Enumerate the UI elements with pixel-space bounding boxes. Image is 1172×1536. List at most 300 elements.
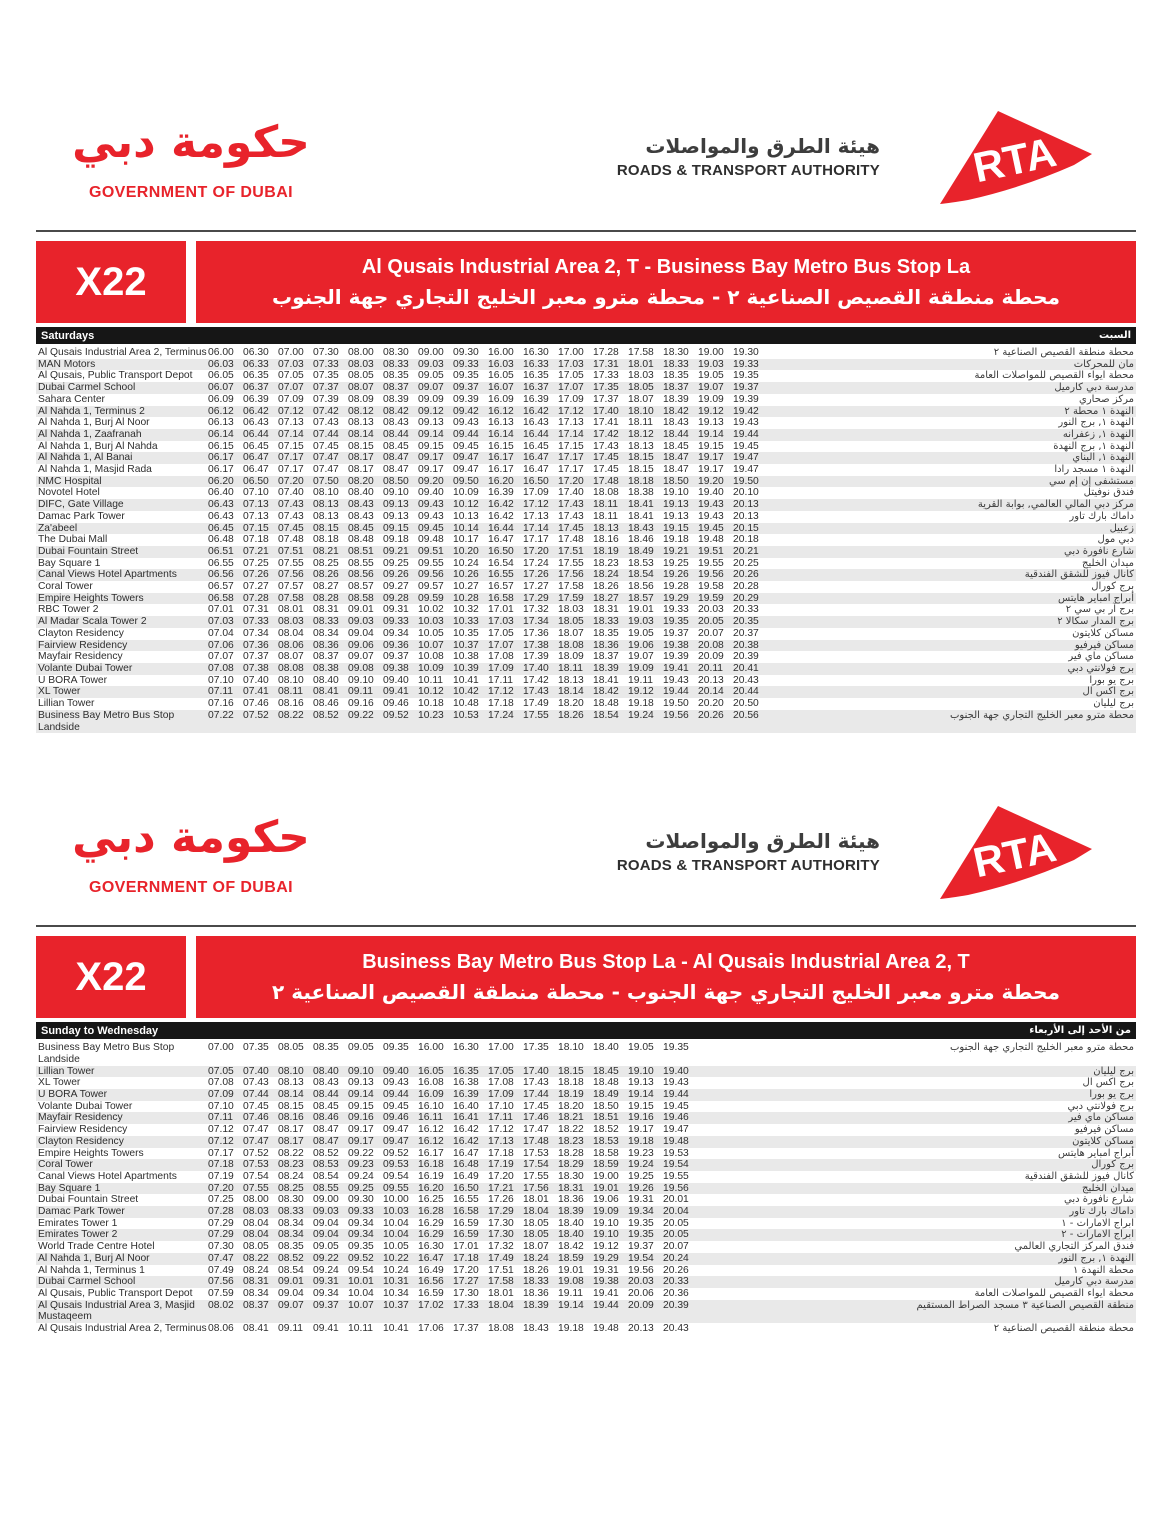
departure-time: 17.13 <box>558 417 584 429</box>
departure-time: 16.54 <box>488 557 514 569</box>
departure-time: 18.08 <box>558 639 584 651</box>
government-of-dubai-calligraphy-icon: حكومة دبي <box>72 812 310 864</box>
departure-time: 16.10 <box>418 1100 444 1112</box>
stop-name-arabic: مدرسة دبي كارميل <box>1054 1276 1134 1288</box>
departure-time: 17.29 <box>488 1206 514 1218</box>
departure-time: 19.12 <box>593 1241 619 1253</box>
departure-time: 17.09 <box>488 662 514 674</box>
departure-time: 07.08 <box>208 1077 234 1089</box>
departure-time: 19.23 <box>628 1147 654 1159</box>
departure-time: 20.26 <box>663 1264 689 1276</box>
departure-time: 10.04 <box>348 1287 374 1299</box>
logo-band <box>36 106 1136 218</box>
stop-name-arabic: مساكن كلايتون <box>1072 1135 1134 1147</box>
departure-time: 16.44 <box>488 522 514 534</box>
departure-time: 16.19 <box>418 1170 444 1182</box>
departure-time: 19.48 <box>593 1323 619 1335</box>
stop-row <box>36 1300 1136 1323</box>
departure-time: 19.35 <box>663 1042 689 1054</box>
departure-time: 17.17 <box>558 464 584 476</box>
departure-time: 17.15 <box>558 440 584 452</box>
departure-time: 16.56 <box>418 1276 444 1288</box>
departure-time: 19.39 <box>663 651 689 663</box>
departure-time: 17.27 <box>523 581 549 593</box>
stop-name-english: Dubai Fountain Street <box>38 1194 139 1206</box>
departure-time: 08.16 <box>278 1112 304 1124</box>
departure-time: 19.10 <box>663 487 689 499</box>
stop-row <box>36 1183 1136 1195</box>
departure-time: 09.52 <box>383 1147 409 1159</box>
departure-time: 18.01 <box>523 1194 549 1206</box>
departure-time: 09.45 <box>418 522 444 534</box>
departure-time: 07.09 <box>278 393 304 405</box>
departure-time: 06.39 <box>243 393 269 405</box>
departure-time: 19.06 <box>628 639 654 651</box>
departure-time: 08.44 <box>383 428 409 440</box>
departure-time: 17.40 <box>523 662 549 674</box>
departure-time: 09.59 <box>418 592 444 604</box>
departure-time: 18.26 <box>593 581 619 593</box>
departure-time: 18.29 <box>558 1159 584 1171</box>
departure-time: 19.18 <box>628 1135 654 1147</box>
departure-time: 17.45 <box>523 1100 549 1112</box>
departure-time: 17.37 <box>593 393 619 405</box>
stop-name-english: Fairview Residency <box>38 639 128 651</box>
departure-time: 07.10 <box>208 674 234 686</box>
stop-name-english: RBC Tower 2 <box>38 604 99 616</box>
departure-time: 17.45 <box>593 464 619 476</box>
departure-time: 17.19 <box>488 1159 514 1171</box>
departure-time: 07.50 <box>313 475 339 487</box>
departure-time: 09.17 <box>348 1124 374 1136</box>
departure-time: 18.37 <box>593 651 619 663</box>
departure-time: 17.56 <box>558 569 584 581</box>
departure-time: 18.50 <box>593 1100 619 1112</box>
departure-time: 16.40 <box>453 1100 479 1112</box>
departure-time: 09.27 <box>383 581 409 593</box>
route-title-english: Al Qusais Industrial Area 2, T - Business Bay Metro Bus Stop La <box>361 255 971 278</box>
departure-times <box>208 1229 698 1241</box>
departure-time: 18.07 <box>558 627 584 639</box>
departure-time: 18.59 <box>593 1159 619 1171</box>
day-label-arabic: من الأحد إلى الأربعاء <box>1029 1025 1131 1037</box>
departure-time: 18.19 <box>558 1089 584 1101</box>
departure-time: 16.48 <box>453 1159 479 1171</box>
departure-time: 19.31 <box>628 1194 654 1206</box>
departure-time: 18.30 <box>663 347 689 358</box>
departure-time: 09.35 <box>453 370 479 382</box>
stop-name-english: Dubai Fountain Street <box>38 545 139 557</box>
departure-times <box>208 1042 698 1054</box>
departure-time: 16.17 <box>488 452 514 464</box>
departure-time: 18.05 <box>523 1229 549 1241</box>
departure-time: 18.11 <box>558 662 584 674</box>
route-header <box>36 936 1136 1018</box>
government-of-dubai-calligraphy-icon: حكومة دبي <box>72 117 310 168</box>
stop-name-arabic: مساكن فيرفيو <box>1074 1124 1134 1136</box>
stop-row <box>36 499 1136 511</box>
departure-time: 07.04 <box>208 627 234 639</box>
departure-time: 20.50 <box>733 698 759 710</box>
stop-row <box>36 1101 1136 1113</box>
departure-time: 19.35 <box>628 1217 654 1229</box>
departure-time: 08.46 <box>313 1112 339 1124</box>
stop-name-english: Bay Square 1 <box>38 1182 101 1194</box>
departure-time: 17.18 <box>453 1252 479 1264</box>
departure-time: 17.47 <box>523 1124 549 1136</box>
stop-name-arabic: برج يو بورا <box>1089 1089 1134 1101</box>
departure-time: 17.58 <box>628 347 654 358</box>
departure-time: 07.35 <box>243 1042 269 1054</box>
departure-times <box>208 558 768 570</box>
departure-time: 16.50 <box>453 1182 479 1194</box>
stop-row <box>36 464 1136 476</box>
departure-time: 08.21 <box>313 545 339 557</box>
departure-time: 19.17 <box>698 464 724 476</box>
stop-name-english: Al Nahda 1, Al Banai <box>38 452 133 464</box>
departure-time: 18.41 <box>593 674 619 686</box>
stop-name-arabic: محطة النهدة ١ <box>1072 1264 1134 1276</box>
departure-time: 07.30 <box>208 1241 234 1253</box>
departure-time: 10.23 <box>418 709 444 721</box>
departure-times <box>208 651 768 663</box>
departure-time: 07.33 <box>243 616 269 628</box>
departure-time: 08.36 <box>313 639 339 651</box>
departure-times <box>208 1159 698 1171</box>
departure-time: 09.50 <box>453 475 479 487</box>
departure-time: 09.41 <box>313 1323 339 1335</box>
departure-time: 16.12 <box>418 1135 444 1147</box>
stop-name-english: Business Bay Metro Bus Stop Landside <box>38 1042 175 1065</box>
departure-time: 18.11 <box>628 417 654 429</box>
departure-time: 19.45 <box>663 1100 689 1112</box>
departure-time: 08.47 <box>383 464 409 476</box>
departure-time: 08.25 <box>313 557 339 569</box>
departure-time: 07.31 <box>243 604 269 616</box>
departure-time: 19.09 <box>593 1206 619 1218</box>
departure-time: 07.05 <box>208 1065 234 1077</box>
departure-time: 09.43 <box>453 417 479 429</box>
departure-time: 08.24 <box>243 1264 269 1276</box>
departure-time: 18.53 <box>628 557 654 569</box>
rta-logo-icon <box>936 801 1094 911</box>
departure-time: 18.39 <box>558 1206 584 1218</box>
departure-time: 18.35 <box>663 370 689 382</box>
departure-time: 19.18 <box>663 534 689 546</box>
departure-time: 18.30 <box>558 1170 584 1182</box>
departure-time: 09.44 <box>383 1089 409 1101</box>
departure-time: 19.46 <box>663 1112 689 1124</box>
departure-time: 09.55 <box>418 557 444 569</box>
departure-time: 18.42 <box>593 686 619 698</box>
departure-time: 19.10 <box>593 1217 619 1229</box>
departure-time: 17.34 <box>523 616 549 628</box>
stop-name-english: Clayton Residency <box>38 1135 124 1147</box>
stop-row <box>36 1066 1136 1078</box>
departure-time: 08.52 <box>313 1147 339 1159</box>
departure-time: 09.34 <box>348 1229 374 1241</box>
stop-name-english: Coral Tower <box>38 581 93 593</box>
departure-time: 19.25 <box>628 1170 654 1182</box>
stop-name-english: Al Qusais Industrial Area 2, Terminus <box>38 347 207 358</box>
departure-time: 08.18 <box>313 534 339 546</box>
departure-time: 17.40 <box>558 487 584 499</box>
departure-time: 09.17 <box>418 452 444 464</box>
departure-time: 09.55 <box>383 1182 409 1194</box>
departure-time: 19.26 <box>663 569 689 581</box>
departure-time: 06.43 <box>208 510 234 522</box>
departure-time: 17.55 <box>523 709 549 721</box>
departure-time: 18.01 <box>488 1287 514 1299</box>
stop-name-english: Lillian Tower <box>38 698 95 710</box>
stop-name-arabic: برج اكس ال <box>1082 686 1134 698</box>
timetable-section-return <box>0 801 1172 1335</box>
departure-time: 10.39 <box>453 662 479 674</box>
departure-time: 08.37 <box>243 1299 269 1311</box>
departure-times <box>208 464 768 476</box>
departure-time: 08.02 <box>208 1299 234 1311</box>
departure-time: 19.50 <box>663 698 689 710</box>
departure-time: 07.36 <box>243 639 269 651</box>
departure-time: 07.56 <box>208 1276 234 1288</box>
departure-time: 18.40 <box>593 1042 619 1054</box>
departure-time: 07.40 <box>278 487 304 499</box>
departure-time: 17.31 <box>593 358 619 370</box>
stop-name-arabic: كانال فيوز للشقق الفندقية <box>1024 569 1134 581</box>
stop-name-english: Mayfair Residency <box>38 1112 123 1124</box>
departure-time: 16.39 <box>453 1089 479 1101</box>
departure-time: 16.09 <box>418 1089 444 1101</box>
departure-times <box>208 628 768 640</box>
stop-name-arabic: برج فولانتي دبي <box>1067 1100 1134 1112</box>
departure-time: 08.00 <box>243 1194 269 1206</box>
departure-time: 07.03 <box>278 358 304 370</box>
departure-time: 09.03 <box>348 616 374 628</box>
departure-time: 06.44 <box>243 428 269 440</box>
departure-time: 20.05 <box>663 1217 689 1229</box>
departure-time: 08.33 <box>383 358 409 370</box>
stop-name-arabic: محطة منطقة القصيص الصناعية ٢ <box>993 347 1134 358</box>
stop-row <box>36 1265 1136 1277</box>
departure-times <box>208 1136 698 1148</box>
timetable-section-outbound <box>0 106 1172 733</box>
departure-times <box>208 394 768 406</box>
stop-name-english: Mayfair Residency <box>38 651 123 663</box>
departure-time: 09.46 <box>383 698 409 710</box>
departure-time: 16.49 <box>453 1170 479 1182</box>
departure-time: 19.11 <box>558 1287 584 1299</box>
departure-time: 19.17 <box>698 452 724 464</box>
departure-time: 16.43 <box>523 417 549 429</box>
departure-time: 09.09 <box>418 393 444 405</box>
departure-times <box>208 417 768 429</box>
departure-time: 06.35 <box>243 370 269 382</box>
departure-time: 20.28 <box>733 581 759 593</box>
departure-time: 08.31 <box>243 1276 269 1288</box>
departure-time: 17.55 <box>523 1170 549 1182</box>
departure-time: 08.03 <box>348 358 374 370</box>
departure-time: 17.02 <box>418 1299 444 1311</box>
day-bar <box>36 327 1136 344</box>
departure-time: 08.12 <box>348 405 374 417</box>
stop-row <box>36 710 1136 733</box>
stop-name-arabic: فندق المركز التجاري العالمي <box>1014 1241 1134 1253</box>
departure-time: 19.12 <box>628 686 654 698</box>
departure-times <box>208 1148 698 1160</box>
departure-time: 17.35 <box>523 1042 549 1054</box>
departure-time: 20.13 <box>733 499 759 511</box>
stop-row <box>36 347 1136 359</box>
departure-time: 10.32 <box>453 604 479 616</box>
departure-time: 20.15 <box>733 522 759 534</box>
departure-time: 08.33 <box>278 1206 304 1218</box>
departure-time: 10.53 <box>453 709 479 721</box>
departure-time: 18.54 <box>593 709 619 721</box>
departure-time: 19.34 <box>628 1206 654 1218</box>
departure-times <box>208 1089 698 1101</box>
stop-name-arabic: النهدة ١, البناي <box>1072 452 1134 464</box>
departure-time: 19.38 <box>663 639 689 651</box>
departure-time: 19.30 <box>733 347 759 358</box>
departure-time: 08.01 <box>278 604 304 616</box>
departure-time: 17.00 <box>488 1042 514 1054</box>
departure-time: 09.20 <box>418 475 444 487</box>
stop-row <box>36 1148 1136 1160</box>
departure-time: 07.20 <box>208 1182 234 1194</box>
departure-time: 19.53 <box>663 1147 689 1159</box>
departure-time: 09.25 <box>348 1182 374 1194</box>
departure-time: 18.09 <box>558 651 584 663</box>
departure-time: 08.22 <box>278 1147 304 1159</box>
departure-time: 09.06 <box>348 639 374 651</box>
departure-times <box>208 511 768 523</box>
departure-time: 17.30 <box>488 1229 514 1241</box>
stop-name-english: MAN Motors <box>38 358 96 370</box>
departure-time: 18.33 <box>523 1276 549 1288</box>
departure-time: 19.15 <box>698 440 724 452</box>
departure-time: 09.03 <box>418 358 444 370</box>
departure-time: 10.01 <box>348 1276 374 1288</box>
departure-time: 18.20 <box>558 698 584 710</box>
departure-time: 08.44 <box>313 1089 339 1101</box>
departure-time: 10.11 <box>348 1323 374 1335</box>
departure-time: 18.21 <box>558 1112 584 1124</box>
departure-time: 17.05 <box>488 627 514 639</box>
departure-time: 16.42 <box>488 499 514 511</box>
departure-time: 17.28 <box>593 347 619 358</box>
departure-time: 19.31 <box>593 1264 619 1276</box>
departure-time: 09.03 <box>313 1206 339 1218</box>
departure-time: 08.05 <box>278 1042 304 1054</box>
departure-time: 08.15 <box>278 1100 304 1112</box>
departure-time: 18.18 <box>558 1077 584 1089</box>
departure-time: 20.39 <box>733 651 759 663</box>
departure-time: 07.39 <box>313 393 339 405</box>
departure-time: 18.37 <box>663 382 689 394</box>
departure-time: 06.20 <box>208 475 234 487</box>
government-of-dubai-caption: GOVERNMENT OF DUBAI <box>88 879 294 897</box>
departure-time: 07.53 <box>243 1159 269 1171</box>
stop-row <box>36 429 1136 441</box>
departure-time: 08.04 <box>243 1217 269 1229</box>
departure-time: 18.40 <box>558 1217 584 1229</box>
departure-time: 17.17 <box>523 534 549 546</box>
departure-time: 10.41 <box>383 1323 409 1335</box>
departure-time: 07.43 <box>278 510 304 522</box>
departure-time: 09.26 <box>383 569 409 581</box>
stop-name-english: Emirates Tower 2 <box>38 1229 118 1241</box>
departure-time: 19.07 <box>698 382 724 394</box>
departure-time: 09.47 <box>383 1135 409 1147</box>
departure-time: 18.19 <box>593 545 619 557</box>
departure-time: 17.29 <box>523 592 549 604</box>
departure-time: 07.37 <box>243 651 269 663</box>
departure-time: 10.26 <box>453 569 479 581</box>
departure-time: 09.43 <box>383 1077 409 1089</box>
stop-row <box>36 1194 1136 1206</box>
stop-row <box>36 1253 1136 1265</box>
departure-time: 16.38 <box>453 1077 479 1089</box>
departure-time: 08.24 <box>278 1170 304 1182</box>
departure-time: 08.34 <box>278 1229 304 1241</box>
departure-time: 17.30 <box>453 1287 479 1299</box>
departure-time: 16.41 <box>453 1112 479 1124</box>
departure-time: 19.01 <box>593 1182 619 1194</box>
departure-time: 20.37 <box>733 627 759 639</box>
departure-time: 09.46 <box>383 1112 409 1124</box>
departure-time: 18.11 <box>593 510 619 522</box>
departure-time: 18.05 <box>628 382 654 394</box>
stop-name-english: Sahara Center <box>38 393 105 405</box>
stop-row <box>36 546 1136 558</box>
stop-row <box>36 417 1136 429</box>
departure-time: 17.41 <box>593 417 619 429</box>
government-of-dubai-caption: GOVERNMENT OF DUBAI <box>88 184 294 201</box>
departure-time: 18.36 <box>523 1287 549 1299</box>
departure-time: 16.11 <box>418 1112 444 1124</box>
departure-time: 17.08 <box>488 651 514 663</box>
departure-time: 08.06 <box>208 1323 234 1335</box>
stop-row <box>36 1171 1136 1183</box>
departure-time: 09.11 <box>348 686 374 698</box>
departure-time: 17.40 <box>523 1065 549 1077</box>
departure-time: 17.37 <box>453 1323 479 1335</box>
departure-time: 17.12 <box>488 686 514 698</box>
departure-time: 16.42 <box>453 1124 479 1136</box>
stop-name-english: Damac Park Tower <box>38 510 125 522</box>
stop-row <box>36 1206 1136 1218</box>
departure-time: 08.17 <box>348 452 374 464</box>
departure-time: 07.47 <box>243 1124 269 1136</box>
departure-time: 08.40 <box>348 487 374 499</box>
departure-time: 06.07 <box>208 382 234 394</box>
stop-row <box>36 406 1136 418</box>
departure-time: 07.17 <box>278 464 304 476</box>
departure-time: 09.40 <box>383 1065 409 1077</box>
stop-name-english: XL Tower <box>38 686 81 698</box>
departure-time: 07.12 <box>208 1124 234 1136</box>
departure-time: 08.07 <box>348 382 374 394</box>
departure-time: 19.50 <box>733 475 759 487</box>
departure-time: 20.08 <box>698 639 724 651</box>
stop-row <box>36 593 1136 605</box>
stop-name-english: Dubai Carmel School <box>38 382 136 394</box>
departure-time: 17.03 <box>488 616 514 628</box>
departure-time: 09.24 <box>313 1264 339 1276</box>
departure-time: 16.03 <box>488 358 514 370</box>
departure-time: 18.49 <box>628 545 654 557</box>
stop-name-arabic: دبي مول <box>1097 534 1134 546</box>
